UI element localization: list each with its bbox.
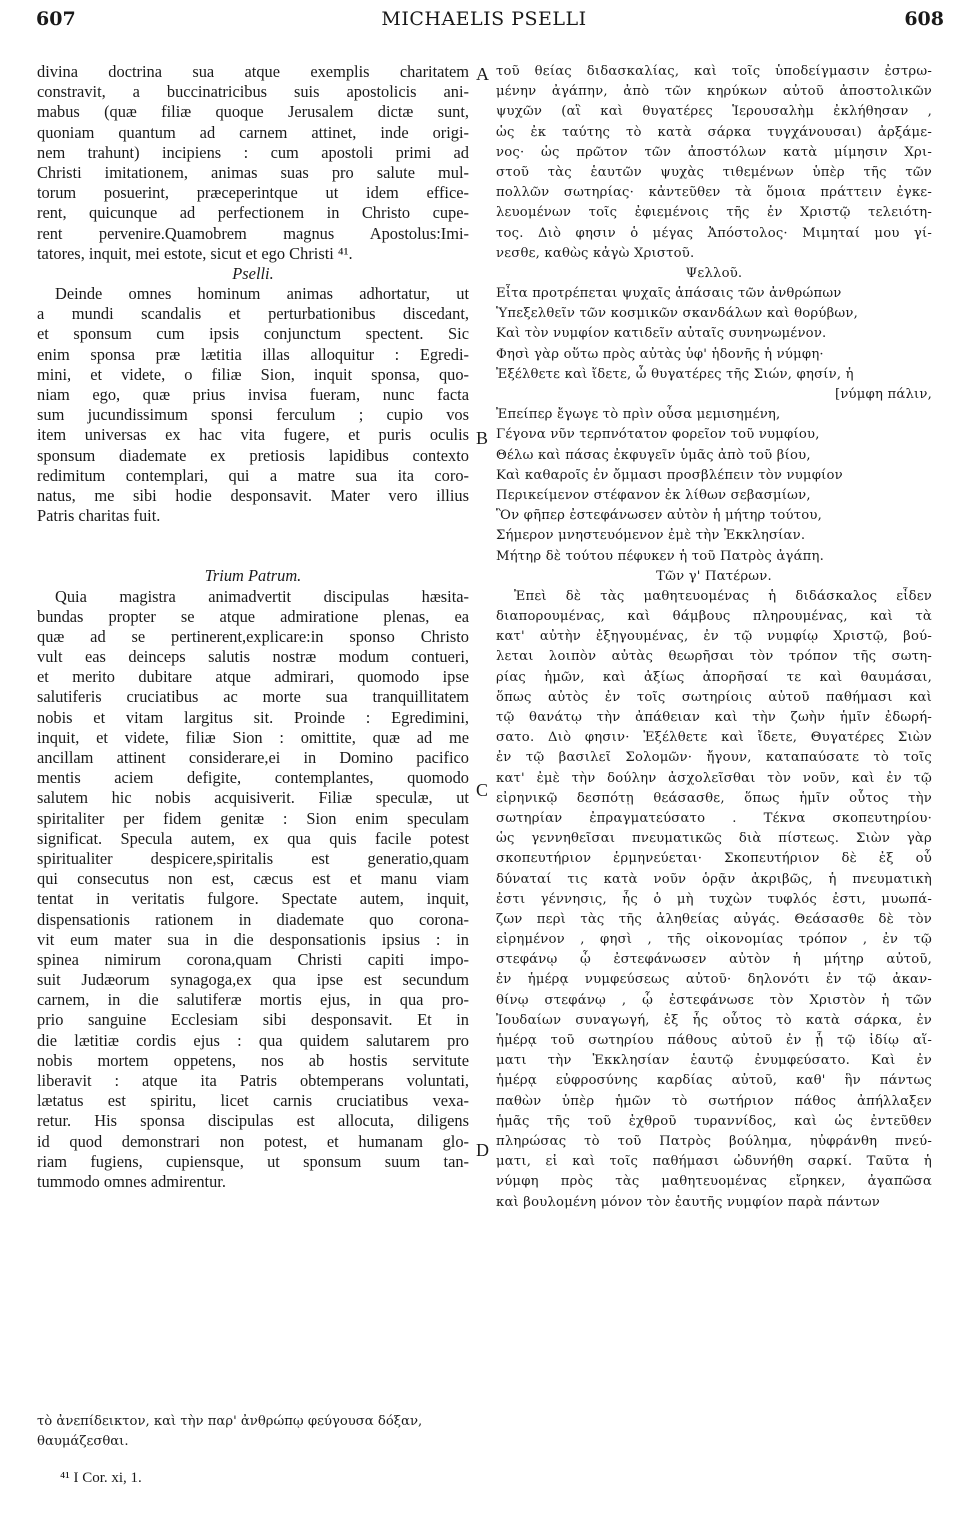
greek-line: ἐν ἡμέρᾳ νυμφεύσεως αὐτοῦ· δηλονότι ἐν τῷ ἀκαν- (496, 972, 932, 988)
latin-line: suit Judæorum synagoga,ex qua ipse est secundum (37, 970, 469, 990)
latin-line: item universas ex hac vita fugere, et puris oculis (37, 425, 469, 445)
latin-line: nobis mortem oppetens, nos ab hostis servitute (37, 1050, 469, 1070)
greek-line: τος. Διὸ φησιν ὁ μέγας Ἀπόστολος· Μιμηταί μου γί- (496, 225, 932, 241)
latin-line: bundas propter se atque admiratione plenas, ea (37, 606, 469, 626)
latin-line: et sponsum cum ipsis conjunctum spectent. Sic (37, 324, 469, 344)
latin-line: torum posuerint, præceperintque ut idem effice- (37, 183, 469, 203)
latin-line: carnem, in die salutiferæ mortis ejus, in qua pro- (37, 990, 469, 1010)
latin-line: die lætitiæ cordis ejus : qua quidem salutarem pro (37, 1030, 469, 1050)
latin-line: rent, quicunque ad perfectionem in Christo cupe- (37, 203, 469, 223)
greek-line: Ἐπεὶ δὲ τὰς μαθητευομένας ἡ διδάσκαλος εἶδεν (514, 588, 932, 604)
greek-line: μένην ἀγάπην, ἀπὸ τῶν κηρύκων αὐτοῦ ἀποστολικῶν (496, 84, 932, 100)
greek-verse-line: Καὶ καθαροῖς ἐν ὄμμασι προσβλέπειν τὸν νυμφίον (496, 467, 843, 483)
latin-line: Deinde omnes hominum animas adhortatur, ut (55, 284, 469, 304)
left-page-number: 607 (36, 8, 76, 30)
latin-line: prio sanguine Ecclesiam sibi desponsavit. Et in (37, 1010, 469, 1030)
greek-line: καὶ βουλομένη μόνον τὸν ἑαυτῆς νυμφίον παρὰ πάντων (496, 1194, 881, 1210)
greek-line: σκοπευτήριον ἑρμηνεύεται· Σκοπευτήριον δὲ ἐξ οὗ (496, 851, 932, 867)
running-head: MICHAELIS PSELLI (381, 8, 587, 30)
greek-line: ἡμέρᾳ τοῦ σωτηρίου πάθους αὐτοῦ ἐν ᾗ τῷ ἰδίῳ αἵ- (496, 1033, 932, 1048)
latin-line: tentat in veritatis fulgore. Spectate autem, inquit, (37, 889, 469, 909)
latin-line: rent pervenire.Quamobrem magnus Apostolus:Imi- (37, 223, 469, 243)
latin-line: salutiferis cruciatibus ac morte sua tranquillitatem (37, 687, 469, 707)
section-marker-b: B (476, 428, 489, 448)
latin-line: mini, et videte, o filiæ Sion, inquit sponsa, quo- (37, 364, 469, 384)
latin-line: natus, me sibi hodie desponsavit. Mater vero illius (37, 485, 469, 505)
latin-line: Quia magistra animadvertit discipulas hæsita- (55, 586, 469, 606)
greek-verse-line: Θέλω καὶ πάσας ἐκφυγεῖν ὑμᾶς ἀπὸ τοῦ βίου, (496, 447, 811, 463)
latin-line: dispensationis rationem in diademate quo coronа- (37, 909, 469, 929)
greek-line: ζων περὶ τὰς τῆς ἀληθείας αὐγάς. Θεάσασθε δὲ τὸν (496, 911, 932, 927)
latin-line: spiritaliter per fidem genitæ : Sion enim speculam (37, 808, 469, 828)
latin-line: sum jucundissimum sponsi ferculum ; cupio vos (37, 405, 469, 425)
greek-line: νος· ὡς πρῶτον τῶν ἀποστόλων κατὰ μίμησιν Χρι- (496, 144, 932, 160)
greek-line: ἡμᾶς τῆς τοῦ ἐχθροῦ τυραννίδος, καὶ ὡς ἐντεῦθεν (496, 1113, 932, 1129)
latin-line: quæ ad se pertinerent,explicare:in sponso Christo (37, 626, 469, 646)
greek-line: λευομένων τοῖς ἐφιεμένοις τῆς ἐν Χριστῷ τελειότη- (496, 205, 932, 221)
greek-line: πληρώσας τὸ τοῦ Πατρὸς βούλημα, ηὐφράνθη πνεύ- (496, 1133, 932, 1149)
greek-line: θίνῳ στεφάνῳ , ᾧ ἐστεφάνωσε τὸν Χριστὸν ἡ τῶν (496, 992, 932, 1008)
greek-section-heading: Ψελλοῦ. (685, 265, 743, 281)
latin-line: significat. Specula autem, ex qua quis facile potest (37, 828, 469, 848)
footnote: ⁴¹ I Cor. xi, 1. (60, 1470, 142, 1486)
greek-line: τῷ θανάτῳ τὴν ἀπάθειαν καὶ τὴν ζωὴν ἡμῖν ἐδωρή- (496, 710, 932, 725)
latin-line: Patris charitas fuit. (37, 506, 161, 526)
greek-line: ἡμέρᾳ εὐφροσύνης καρδίας αὐτοῦ, καθ' ἣν πάντως (496, 1073, 932, 1089)
greek-line: πολλῶν σωτηρίας· κἀντεῦθεν τὰ ὅμοια πράττειν ἐγκε- (496, 185, 932, 201)
latin-line: enim sponsa præ lætitia illas alloquitur : Egredi- (37, 344, 469, 364)
greek-verse-line: Σήμερον μνηστευόμενον ἐμὲ τὴν Ἐκκλησίαν. (496, 528, 806, 544)
greek-line: ὡς γεννηθεῖσαι πνευματικῶς διὰ πίστεως. Σιὼν γὰρ (496, 831, 932, 847)
latin-line: niam ego, quæ prius invisa fueram, nunc facta (37, 385, 469, 404)
greek-verse-line: Καὶ τὸν νυμφίον κατιδεῖν αὐταῖς συνηνωμένον. (496, 326, 827, 342)
latin-line: vit eum mater sua in die desponsationis ipsius : in (37, 929, 469, 949)
greek-verse-line: Εἶτα προτρέπεται ψυχαῖς ἁπάσαις τῶν ἀνθρώπων (496, 286, 842, 302)
greek-line: ρίας ἡμῶν, καὶ ἀξίως ἀπορῆσαί τε καὶ θαυμάσαι, (496, 669, 932, 685)
latin-line: liberavit : atque ita Patris obtemperans voluntati, (37, 1071, 469, 1090)
greek-line: τοῦ θείας διδασκαλίας, καὶ τοῖς ὑποδείγμασιν ἐστρω- (496, 64, 932, 79)
latin-line: nobis et vitam largitus sit. Proinde : Egredimini, (37, 707, 469, 727)
latin-line: Christi imitationem, animas suas pro salute mul- (37, 162, 469, 182)
greek-verse-line: Ἐπείπερ ἔγωγε τὸ πρὶν οὖσα μεμισημένη, (496, 407, 781, 423)
greek-verse-line: Ἐξέλθετε καὶ ἴδετε, ὦ θυγατέρες τῆς Σιών, φησίν, ἡ (496, 366, 854, 382)
latin-section-heading: Trium Patrum. (204, 566, 302, 586)
right-page-number: 608 (904, 8, 944, 30)
latin-line: sponsum diademate ex pretiosis lapidibus contexto (37, 445, 469, 465)
latin-line: riam fugiens, cupiensque, ut sponsum suum tan- (37, 1151, 469, 1171)
latin-line: spinea nimirum corona,quam Christi capiti impo- (37, 949, 469, 969)
latin-line: tatores, inquit, mei estote, sicut et ego Christi ⁴¹. (37, 243, 353, 263)
latin-line: divina doctrina sua atque exemplis charitatem (37, 62, 469, 81)
greek-line: ψυχῶν (αἳ καὶ θυγατέρες Ἱερουσαλὴμ ἐκλήθησαν , (496, 104, 932, 120)
greek-line: δύναταί τις κατὰ νοῦν ὁρᾷν ἀκριβῶς, ἡ πνευματικὴ (496, 871, 932, 887)
latin-line: quoniam quantum ad carnem attinet, inde origi- (37, 122, 469, 142)
bottom-greek-text (37, 1412, 937, 1452)
latin-line: qui consecutus non est, cæcus est et manu viam (37, 869, 469, 889)
latin-line: inquit, et videte, filiæ Sion : omittite, quæ ad me (37, 727, 469, 747)
latin-line: mentis aciem defigite, contemplantes, quomodo (37, 768, 469, 788)
latin-line: spiritualiter despicere,spiritalis est generatio,quam (37, 848, 469, 868)
greek-line: σωτηρίαν ἐπραγματεύσατο . Τέκνα σκοπευτηρίου· (496, 810, 932, 826)
greek-line: νεσθε, καθὼς κἀγὼ Χριστοῦ. (496, 245, 695, 261)
latin-line: ancillam attinent considerare,ei in Domino pacifico (37, 748, 469, 767)
greek-line: κατ' ἐμὲ τὴν δούλην ἀσχολεῖσθαι τὸν νοῦν, καὶ ἐν τῷ (496, 770, 932, 786)
greek-line: ὅπως αὐτὸς ἐν τοῖς σωτηρίοις αὐτοῦ παθήμασι καὶ (496, 689, 932, 705)
greek-line: σατο. Διὸ φησιν· Ἐξέλθετε καὶ ἴδετε, Θυγατέρες Σιὼν (496, 730, 932, 746)
greek-line: παθὼν ὑπὲρ ἡμῶν τὸ σωτήριον πάθος ἀπήλλαξεν (496, 1093, 932, 1109)
greek-verse-line: Μήτηρ δὲ τούτου πέφυκεν ἡ τοῦ Πατρὸς ἀγάπη. (496, 548, 825, 564)
section-marker-d: D (476, 1140, 489, 1160)
latin-column (37, 62, 469, 1192)
greek-section-heading: Τῶν γ' Πατέρων. (656, 568, 772, 584)
greek-verse-line: Ὑπεξελθεῖν τῶν κοσμικῶν σκανδάλων καὶ θορύβων, (496, 306, 858, 322)
greek-verse-line: Φησὶ γὰρ οὕτω πρὸς αὐτὰς ὑφ' ἡδονῆς ἡ νύμφη· (496, 346, 824, 362)
latin-line: salutem hic nobis acquisiverit. Filiæ speculæ, ut (37, 788, 469, 808)
latin-line: nem trahunt) incipiens : cum apostoli primi ad (37, 142, 469, 162)
greek-line: στεφάνῳ ᾧ ἐστεφάνωσεν αὐτὸν ἡ μήτηρ αὐτοῦ, (496, 952, 932, 968)
latin-line: redimitum contemplari, qui a matre sua ita coro- (37, 465, 469, 485)
latin-line: id quod demonstrari non potest, et humanam glo- (37, 1131, 469, 1151)
greek-line: νύμφη πρὸς τὰς μαθητευομένας εἴρηκεν, ἀγαπῶσα (496, 1174, 932, 1190)
latin-line: lætatus est spiritu, licet carnis cruciatibus vexa- (37, 1091, 469, 1111)
greek-line: εἰρημένον , φησὶ , τῆς οἰκονομίας τρόπον , ἐν τῷ (496, 932, 932, 948)
latin-line: vult eas deinceps salutis nostræ modum contueri, (37, 647, 469, 667)
bottom-line: τὸ ἀνεπίδεικτον, καὶ τὴν παρ' ἀνθρώπῳ φεύγουσα δόξαν, (37, 1414, 423, 1429)
page-header (24, 8, 944, 38)
greek-line: ἐστι γέννησις, ἧς ὁ μὴ τυχὼν τυφλός ἐστι, μυωπά- (496, 891, 932, 907)
greek-line: ὡς ἐκ ταύτης τὸ κατὰ σάρκα τυγχάνουσαι) ἀρξάμε- (496, 124, 932, 140)
greek-line: στοῦ τὰς ἑαυτῶν ψυχὰς τιθεμένων ὑπὲρ τῆς τῶν (496, 164, 932, 180)
greek-line: ματι τὴν Ἐκκλησίαν ἑαυτῷ ἐνυμφεύσατο. Καὶ ἐν (496, 1053, 932, 1069)
section-marker-a: A (476, 64, 489, 84)
greek-line: ματι, εἰ καὶ τοῖς παθήμασι ὠδυνήθη σαρκί. Ταῦτα ἡ (496, 1154, 932, 1170)
greek-column (496, 62, 932, 1213)
greek-line: κατ' αὐτὴν ἐξηγουμένας, ἐν τῷ νυμφίῳ Χριστῷ, βού- (496, 629, 932, 645)
latin-line: constravit, a buccinatricibus suis apostolicis ani- (37, 82, 469, 102)
greek-line: λεται λοιπὸν αὐτὰς θεωρῆσαι τὸν τρόπον τῆς σωτη- (496, 649, 932, 665)
latin-line: mabus (quæ filiæ quoque Jerusalem dictæ sunt, (37, 102, 469, 122)
latin-line: tummodo omnes admirentur. (37, 1171, 226, 1191)
greek-line: εἰρηνικῷ δεσπότῃ θεάσασθε, ὅπως ἡμῖν οὗτος τὴν (496, 790, 932, 806)
greek-verse-line: Περικείμενον στέφανον ἐκ λίθων σεβασμίων, (496, 487, 811, 503)
greek-line: Ἰουδαίων συναγωγή, ἐξ ἧς οὗτος τὸ κατὰ σάρκα, ἐν (496, 1012, 932, 1028)
greek-verse-line: Γέγονα νῦν τερπνότατον φορεῖον τοῦ νυμφίου, (496, 427, 820, 443)
latin-line: et merito dubitare atque admirari, quomodo ipse (37, 667, 469, 687)
greek-line: διαπορουμένας, καὶ θάμβους πληρουμένας, καὶ τὰ (496, 609, 932, 625)
bottom-line: θαυμάζεσθαι. (37, 1434, 129, 1450)
greek-line: ἐν τῷ βασιλεῖ Σολομῶν· ἤγουν, καταπαύσατε τὸ τοῖς (496, 750, 932, 766)
section-marker-c: C (476, 780, 489, 800)
greek-verse-line: Ὃν φῆπερ ἐστεφάνωσεν αὐτὸν ἡ μήτηρ τούτου, (496, 508, 822, 524)
greek-verse-line: [νύμφη πάλιν, (835, 387, 932, 402)
latin-section-heading: Pselli. (232, 263, 274, 283)
latin-line: a mundi scandalis et perturbationibus discedant, (37, 304, 469, 324)
latin-line: retur. His sponsa discipulas est allocuta, diligens (37, 1111, 469, 1131)
